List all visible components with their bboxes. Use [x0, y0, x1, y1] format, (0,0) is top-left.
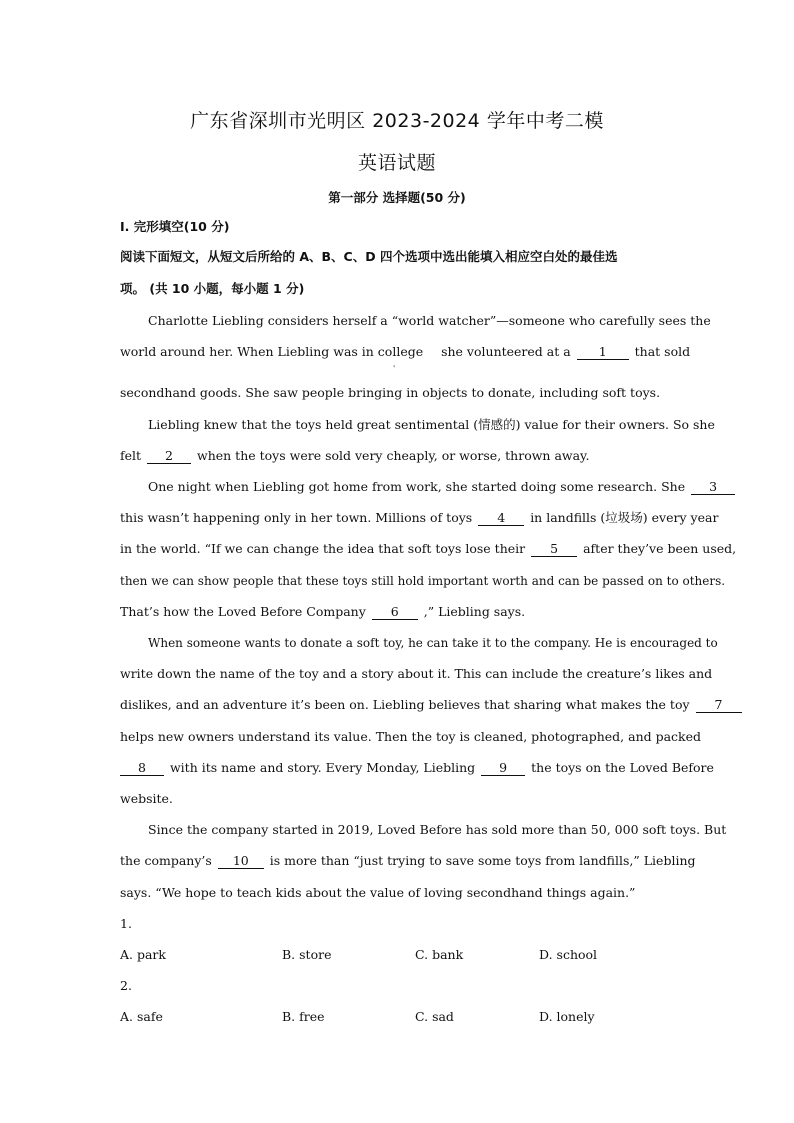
passage-line: [120, 697, 744, 713]
passage-text: when the toys were sold very cheaply, or worse, thrown away.: [197, 448, 590, 463]
passage-line: [120, 510, 718, 526]
passage-text: is more than “just trying to save some toys from landfills,” Liebling: [269, 853, 696, 868]
blank-10: 10: [218, 854, 264, 869]
passage-text: after they’ve been used,: [583, 541, 737, 556]
stray-mark: ': [393, 364, 396, 373]
passage-text: dislikes, and an adventure it’s been on. Liebling believes that sharing what makes the toy: [120, 697, 690, 712]
passage-line: helps new owners understand its value. Then the toy is cleaned, photographed, and packed: [120, 729, 702, 744]
option-b[interactable]: B. free: [282, 1009, 325, 1024]
instructions-line-1: 阅读下面短文，从短文后所给的 A、B、C、D 四个选项中选出能填入相应空白处的最佳选: [120, 249, 618, 264]
blank-2: 2: [147, 449, 191, 464]
passage-text: that sold: [634, 344, 691, 359]
option-b[interactable]: B. store: [282, 947, 332, 962]
blank-7: 7: [696, 698, 742, 713]
passage-line: Charlotte Liebling considers herself a “world watcher”—someone who carefully sees the: [148, 313, 711, 328]
passage-line: then we can show people that these toys still hold important worth and can be passed on to others.: [120, 574, 726, 588]
passage-line: [120, 448, 589, 464]
passage-line: website.: [120, 791, 173, 806]
passage-line: [148, 479, 737, 495]
passage-line: [120, 541, 736, 557]
option-d[interactable]: D. school: [539, 947, 598, 962]
instructions-line-2: 项。 (共 10 小题，每小题 1 分): [120, 281, 305, 296]
passage-text: in landfills (垃圾场) every year: [530, 510, 719, 525]
blank-6: 6: [372, 605, 418, 620]
passage-text: the toys on the Loved Before: [531, 760, 714, 775]
option-a[interactable]: A. park: [120, 947, 166, 962]
passage-line: When someone wants to donate a soft toy, he can take it to the company. He is encouraged to: [148, 636, 718, 650]
passage-text: this wasn’t happening only in her town. Millions of toys: [120, 510, 473, 525]
blank-8: 8: [120, 761, 164, 776]
passage-line: secondhand goods. She saw people bringing in objects to donate, including soft toys.: [120, 385, 661, 400]
blank-9: 9: [481, 761, 525, 776]
option-c[interactable]: C. sad: [415, 1009, 454, 1024]
passage-line: write down the name of the toy and a story about it. This can include the creature’s likes and: [120, 666, 713, 681]
section-heading: I. 完形填空(10 分): [120, 219, 230, 234]
option-d[interactable]: D. lonely: [539, 1009, 595, 1024]
passage-line: [120, 853, 696, 869]
exam-subtitle: 英语试题: [357, 152, 436, 174]
part-heading: 第一部分 选择题(50 分): [328, 190, 466, 205]
passage-line: says. “We hope to teach kids about the value of loving secondhand things again.”: [120, 885, 636, 900]
exam-title: 广东省深圳市光明区 2023-2024 学年中考二模: [190, 110, 604, 132]
passage-text: the company’s: [120, 853, 212, 868]
passage-text: with its name and story. Every Monday, Liebling: [169, 760, 476, 775]
blank-4: 4: [478, 511, 524, 526]
option-a[interactable]: A. safe: [120, 1009, 163, 1024]
passage-text: in the world. “If we can change the idea that soft toys lose their: [120, 541, 526, 556]
blank-3: 3: [691, 480, 735, 495]
blank-5: 5: [531, 542, 577, 557]
passage-text: One night when Liebling got home from work, she started doing some research. She: [148, 479, 686, 494]
passage-line: Since the company started in 2019, Loved Before has sold more than 50, 000 soft toys. But: [148, 822, 727, 837]
blank-1: 1: [577, 345, 629, 360]
passage-line: [120, 760, 714, 776]
option-c[interactable]: C. bank: [415, 947, 464, 962]
passage-line: [120, 344, 690, 360]
passage-text: That’s how the Loved Before Company: [120, 604, 366, 619]
passage-line: Liebling knew that the toys held great sentimental (情感的) value for their owners. So she: [148, 417, 715, 432]
passage-text: felt: [120, 448, 142, 463]
question-number: 1.: [120, 916, 132, 931]
passage-text: she volunteered at a: [441, 344, 571, 359]
passage-text: world around her. When Liebling was in college: [120, 344, 424, 359]
passage-line: [120, 604, 525, 620]
question-number: 2.: [120, 978, 132, 993]
passage-text: ,” Liebling says.: [423, 604, 526, 619]
